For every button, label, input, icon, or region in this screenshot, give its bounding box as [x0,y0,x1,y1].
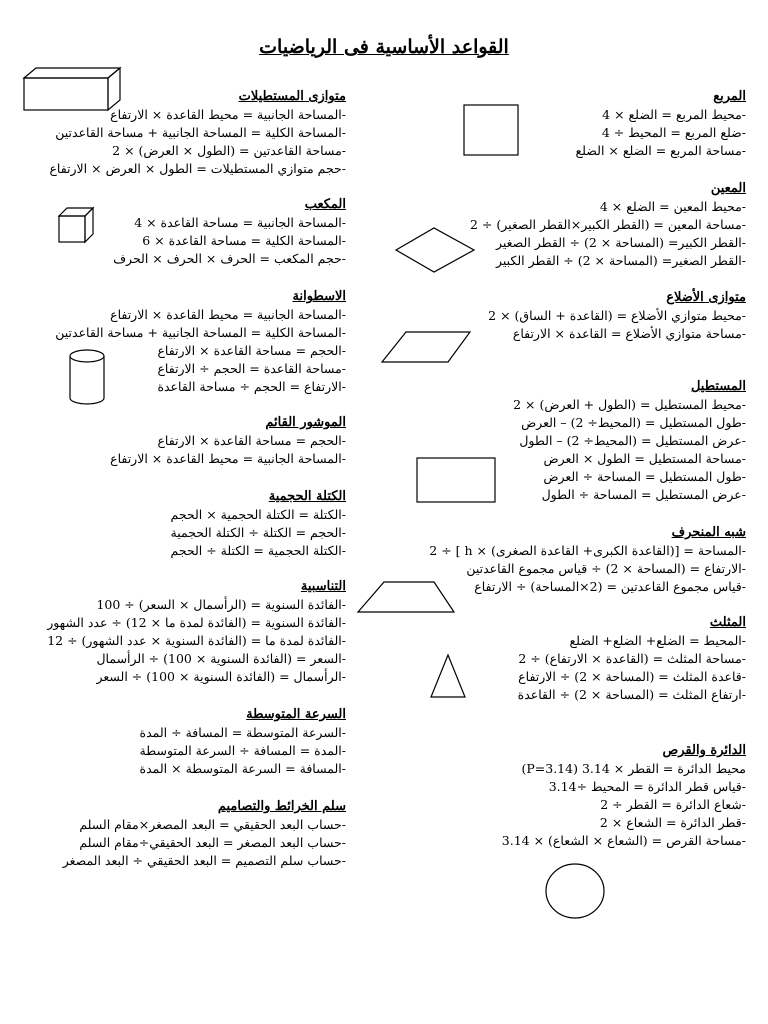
trapezoid-figure [356,578,456,614]
triangle-figure [428,652,468,700]
section-density [16,488,346,560]
section-heading: المكعب [304,197,346,212]
formula-line: -مساحة متوازي الأضلاع = القاعدة × الارتفاع [512,326,746,341]
section-heading: المستطيل [690,379,746,394]
formula-line: -الرأسمال = (الفائدة السنوية × 100) ÷ السعر [96,669,346,684]
formula-line: -المساحة الجانبية = مساحة القاعدة × 4 [134,215,346,230]
formula-line: -الارتفاع = (المساحة × 2) ÷ قياس مجموع القاعدتين [466,561,746,576]
formula-line: -المساحة الكلية = المساحة الجانبية + مساحة القاعدتين [55,125,346,140]
rectangle-figure [415,456,497,504]
section-proportionality [16,578,346,686]
section-heading: التناسبية [300,579,346,594]
formula-line: -الحجم = مساحة القاعدة × الارتفاع [157,433,346,448]
formula-line: -القطر الصغير= (المساحة × 2) ÷ القطر الكبير [495,253,746,268]
formula-line: -محيط المعين = الضلع × 4 [599,199,746,214]
formula-line: -الكتلة = الكتلة الحجمية × الحجم [170,507,346,522]
formula-line: -المسافة = السرعة المتوسطة × المدة [139,761,346,776]
formula-line: -عرض المستطيل = (المحيط÷ 2) – الطول [519,433,746,448]
formula-line: -مساحة القاعدتين = (الطول × العرض) × 2 [112,143,346,158]
formula-line: -مساحة القاعدة = الحجم ÷ الارتفاع [157,361,346,376]
section-heading: متوازى الأضلاع [666,290,746,305]
section-heading: متوازى المستطيلات [238,89,346,104]
formula-line: -الحجم = مساحة القاعدة × الارتفاع [157,343,346,358]
page-title: القواعد الأساسية فى الرياضيات [259,36,509,58]
formula-line: -القطر الكبير= (المساحة × 2) ÷ القطر الصغير [495,235,746,250]
section-heading: المعين [710,181,746,196]
parallelogram-figure [380,328,472,366]
section-right-prism [16,414,346,468]
formula-line: -ارتفاع المثلث = (المساحة × 2) ÷ القاعدة [517,687,746,702]
formula-line: -مساحة المثلث = (القاعدة × الارتفاع) ÷ 2 [518,651,746,666]
formula-line: -حجم المكعب = الحرف × الحرف × الحرف [113,251,346,266]
cube-figure [57,206,97,246]
formula-line: -شعاع الدائرة = القطر ÷ 2 [600,797,746,812]
formula-line: -المساحة = [(القاعدة الكبرى+ القاعدة الصغرى) × h ] ÷ 2 [429,543,746,558]
formula-line: -المساحة الجانبية = محيط القاعدة × الارتفاع [110,107,346,122]
formula-line: -قياس قطر الدائرة = المحيط ÷3.14 [548,779,746,794]
section-cylinder [16,288,346,396]
section-average-speed [16,706,346,778]
rhombus-figure [394,226,476,274]
section-heading: سلم الخرائط والتصاميم [217,799,346,814]
circle-figure [543,861,607,921]
formula-line: -قاعدة المثلث = (المساحة × 2) ÷ الارتفاع [518,669,746,684]
formula-line: -المساحة الكلية = المساحة الجانبية + مساحة القاعدتين [55,325,346,340]
formula-line: -حساب البعد المصغر = البعد الحقيقي÷مقام السلم [79,835,346,850]
formula-line: -مساحة المستطيل = الطول × العرض [543,451,746,466]
formula-line: -قطر الدائرة = الشعاع × 2 [599,815,746,830]
formula-line: -قياس مجموع القاعدتين = (2×المساحة) ÷ الارتفاع [474,579,746,594]
cylinder-figure [67,348,107,408]
formula-line: -الكتلة الحجمية = الكتلة ÷ الحجم [170,543,346,558]
formula-line: -الحجم = الكتلة ÷ الكتلة الحجمية [170,525,346,540]
section-heading: المربع [713,89,746,104]
square-figure [462,103,520,157]
formula-line: -حجم متوازي المستطيلات = الطول × العرض × الارتفاع [49,161,346,176]
formula-line: -طول المستطيل = (المحيط÷ 2) – العرض [521,415,746,430]
formula-line: -الفائدة السنوية = (الرأسمال × السعر) ÷ 100 [96,597,346,612]
formula-line: -السرعة المتوسطة = المسافة ÷ المدة [139,725,346,740]
section-heading: الاسطوانة [292,289,346,304]
formula-line: -المدة = المسافة ÷ السرعة المتوسطة [139,743,346,758]
formula-line: -مساحة المعين = (القطر الكبير×القطر الصغير) ÷ 2 [469,217,746,232]
formula-line: -المساحة الكلية = مساحة القاعدة × 6 [142,233,346,248]
formula-line: -محيط المربع = الضلع × 4 [602,107,746,122]
formula-line: -الفائدة السنوية = (الفائدة لمدة ما × 12) ÷ عدد الشهور [47,615,346,630]
formula-line: محيط الدائرة = القطر × 3.14 (P=3.14) [521,761,746,776]
section-heading: الكتلة الحجمية [268,489,346,504]
formula-line: -السعر = (الفائدة السنوية × 100) ÷ الرأسمال [96,651,346,666]
section-circle [386,742,746,850]
section-heading: المثلث [709,615,746,630]
formula-line: -مساحة القرص = (الشعاع × الشعاع) × 3.14 [501,833,746,848]
formula-line: -المساحة الجانبية = محيط القاعدة × الارتفاع [110,451,346,466]
formula-line: -المحيط = الضلع+ الضلع+ الضلع [569,633,746,648]
section-heading: شبه المنحرف [671,525,746,540]
cuboid-figure [20,64,124,114]
formula-line: -مساحة المربع = الضلع × الضلع [575,143,746,158]
formula-line: -محيط المستطيل = (الطول + العرض) × 2 [513,397,746,412]
formula-line: -طول المستطيل = المساحة ÷ العرض [543,469,746,484]
formula-line: -عرض المستطيل = المساحة ÷ الطول [541,487,746,502]
formula-line: -المساحة الجانبية = محيط القاعدة × الارتفاع [110,307,346,322]
formula-line: -الارتفاع = الحجم ÷ مساحة القاعدة [157,379,346,394]
section-square [386,88,746,160]
formula-line: -حساب سلم التصميم = البعد الحقيقي ÷ البعد المصغر [62,853,346,868]
formula-line: -الفائدة لمدة ما = (الفائدة السنوية × عدد الشهور) ÷ 12 [47,633,346,648]
formula-line: -ضلع المربع = المحيط ÷ 4 [601,125,746,140]
section-heading: الدائرة والقرص [662,743,746,758]
section-heading: الموشور القائم [265,415,346,430]
formula-line: -حساب البعد الحقيقي = البعد المصغر×مقام السلم [79,817,346,832]
section-map-scale [16,798,346,870]
formula-line: -محيط متوازي الأضلاع = (القاعدة + الساق) × 2 [488,308,746,323]
section-heading: السرعة المتوسطة [246,707,346,722]
